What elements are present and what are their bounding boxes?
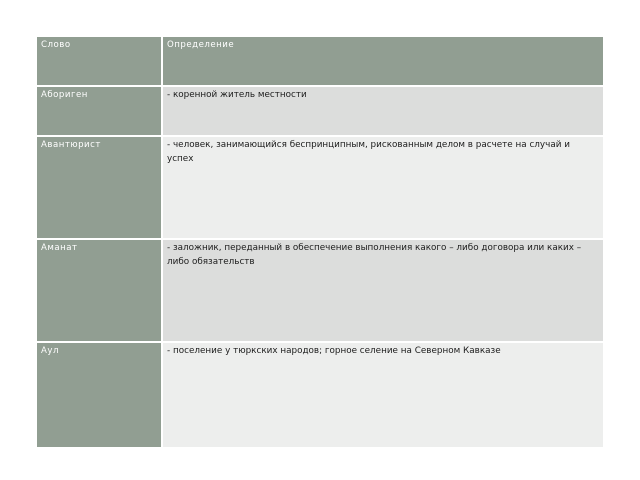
- definition-cell: - человек, занимающийся беспринципным, рискованным делом в расчете на случай и успех: [163, 137, 603, 240]
- term-cell: Абориген: [37, 87, 163, 137]
- term-cell: Аул: [37, 343, 163, 447]
- header-definition: Определение: [163, 37, 603, 87]
- definition-cell: - коренной житель местности: [163, 87, 603, 137]
- definition-cell: - поселение у тюркских народов; горное селение на Северном Кавказе: [163, 343, 603, 447]
- term-cell: Аманат: [37, 240, 163, 343]
- definition-cell: - заложник, переданный в обеспечение выполнения какого – либо договора или каких – либо обязательств: [163, 240, 603, 343]
- vocabulary-table: [37, 37, 603, 447]
- term-cell: Авантюрист: [37, 137, 163, 240]
- header-word: Слово: [37, 37, 163, 87]
